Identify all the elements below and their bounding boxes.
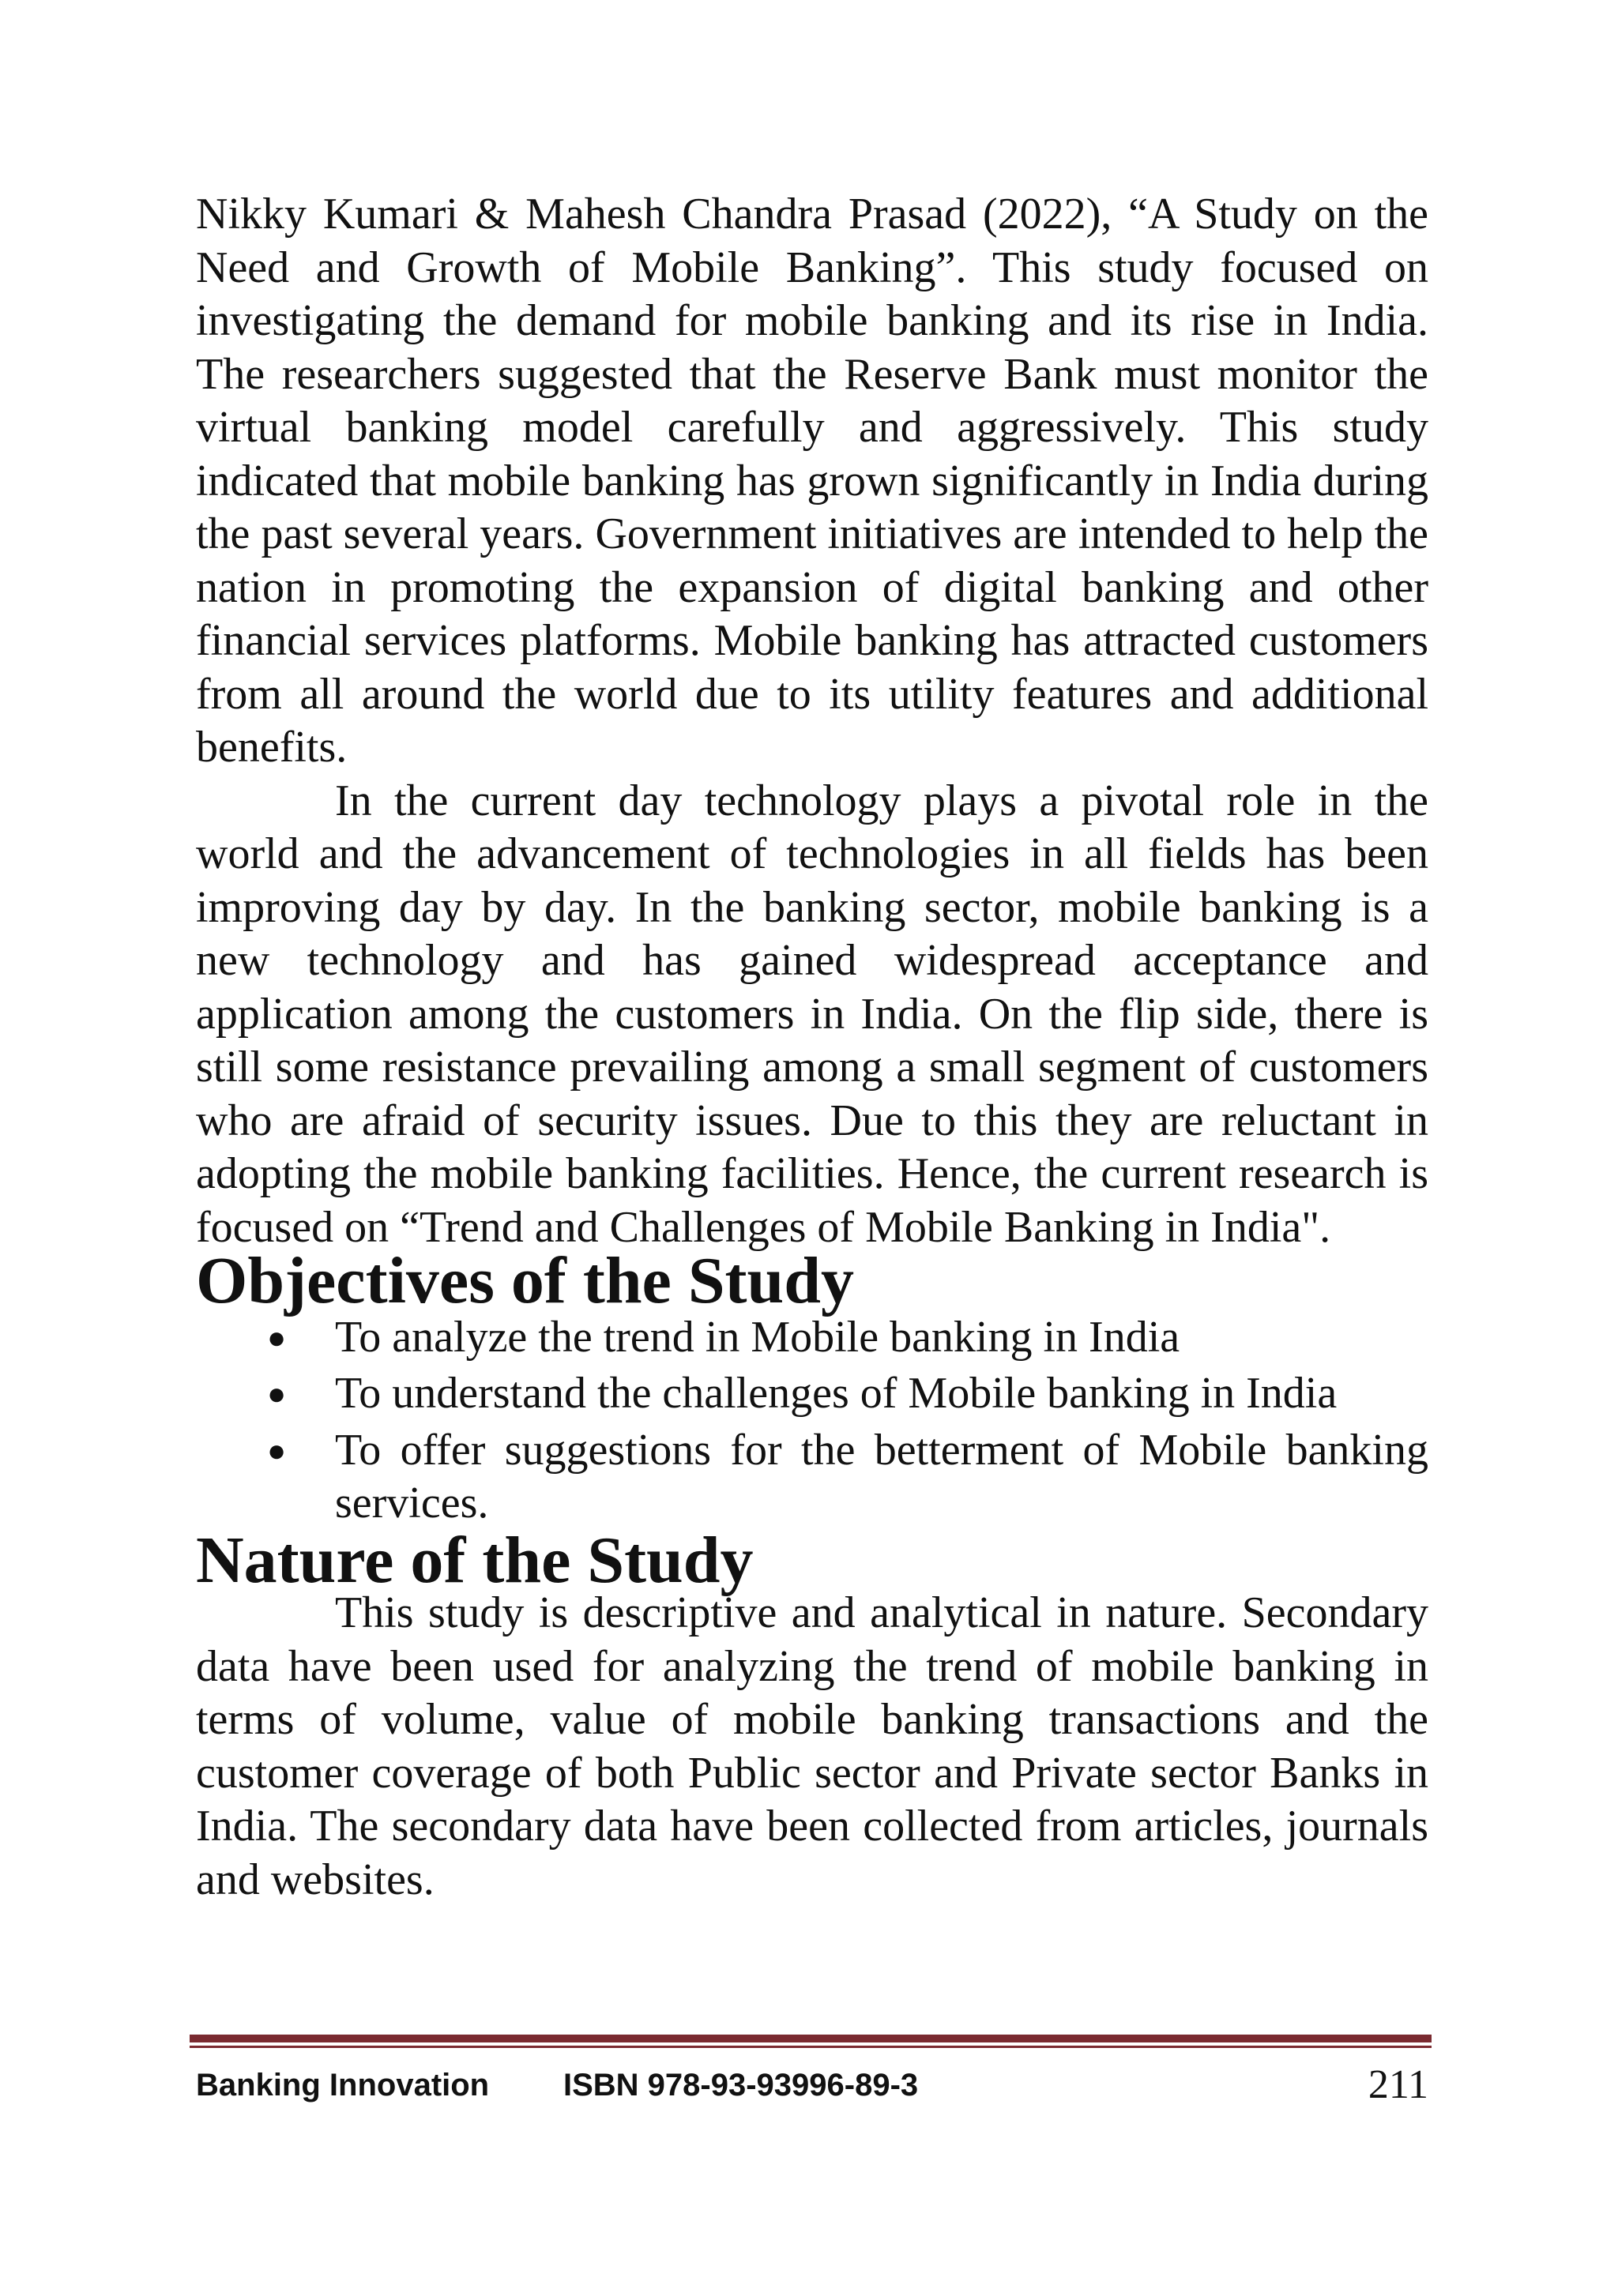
bullet-icon: ●: [267, 1432, 287, 1468]
paragraph-nature-of-study: This study is descriptive and analytical in nature. Secondary data have been used for analyzing the trend of mobile banking in terms of volume, value of mobile banking transactions and the customer coverage of both Public sector and Private sector Banks in India. The secondary data have been collected from articles, journals and websites.: [196, 1588, 1428, 1904]
page-number: 211: [1368, 2062, 1428, 2107]
footer-book-title: Banking Innovation: [196, 2068, 490, 2102]
list-item: [196, 1424, 1428, 1531]
objectives-list: [196, 1311, 1428, 1531]
bullet-icon: ●: [267, 1319, 287, 1355]
heading-objectives: Objectives of the Study: [196, 1244, 854, 1317]
list-item: [196, 1367, 1428, 1421]
footer-rule-thick: [190, 2035, 1432, 2042]
heading-nature: Nature of the Study: [196, 1523, 754, 1597]
list-item-text: To analyze the trend in Mobile banking in India: [335, 1312, 1180, 1362]
list-item-text: To understand the challenges of Mobile banking in India: [335, 1369, 1338, 1418]
bullet-icon: ●: [267, 1376, 287, 1411]
list-item: [196, 1311, 1428, 1365]
footer-rule-thin: [190, 2046, 1432, 2048]
page-body: [196, 188, 1428, 1907]
list-item-text: To offer suggestions for the betterment of Mobile banking services.: [335, 1425, 1428, 1528]
paragraph-current-research: In the current day technology plays a pivotal role in the world and the advancement of technologies in all fields has been improving day by day. In the banking sector, mobile banking is a new technology and has gained widespread acceptance and application among the customers in India. On the flip side, there is still some resistance prevailing among a small segment of customers who are afraid of security issues. Due to this they are reluctant in adopting the mobile banking facilities. Hence, the current research is focused on “Trend and Challenges of Mobile Banking in India".: [196, 776, 1428, 1252]
footer-isbn: ISBN 978-93-93996-89-3: [563, 2068, 919, 2102]
paragraph-literature-review: Nikky Kumari & Mahesh Chandra Prasad (2022), “A Study on the Need and Growth of Mobile Banking”. This study focused on investigating the demand for mobile banking and its rise in India. The researchers suggested that the Reserve Bank must monitor the virtual banking model carefully and aggressively. This study indicated that mobile banking has grown significantly in India during the past several years. Government initiatives are intended to help the nation in promoting the expansion of digital banking and other financial services platforms. Mobile banking has attracted customers from all around the world due to its utility features and additional benefits.: [196, 190, 1428, 772]
page-footer: [196, 2061, 1428, 2109]
